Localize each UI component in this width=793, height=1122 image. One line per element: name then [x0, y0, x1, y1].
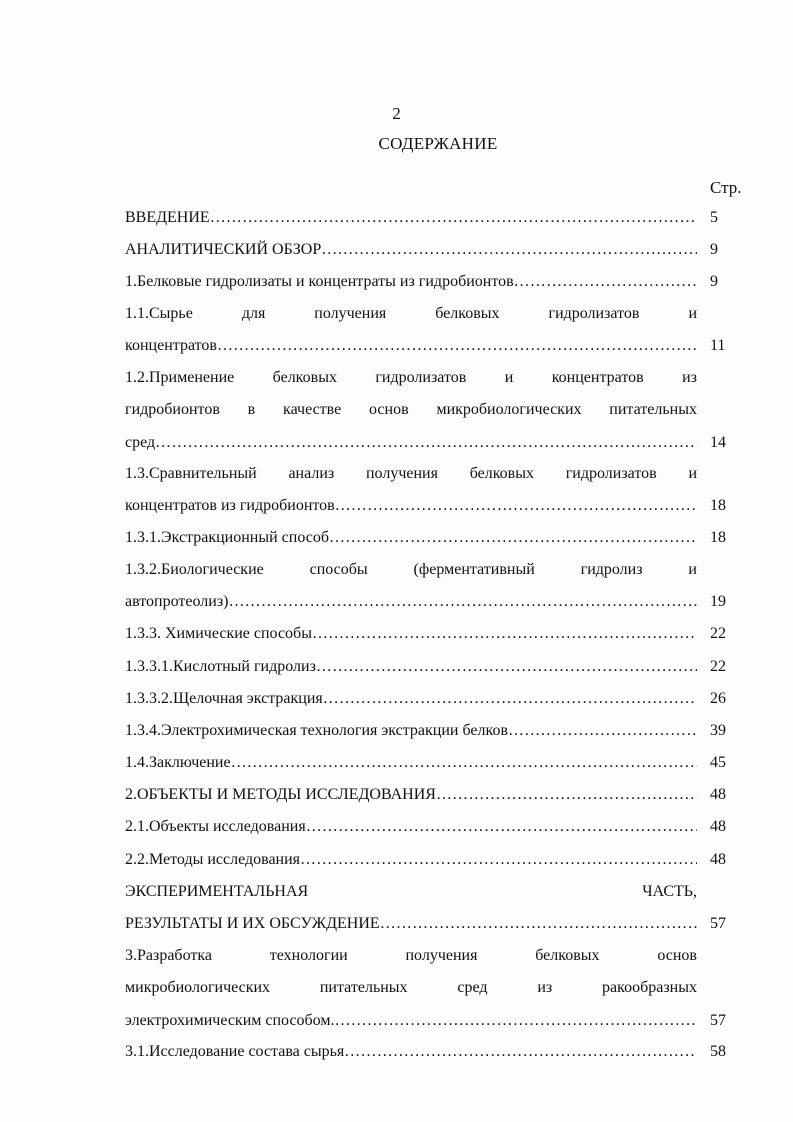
toc-word: (ферментативный — [413, 561, 535, 578]
toc-entry-text-line — [125, 366, 697, 390]
toc-entry-last-line — [125, 655, 697, 679]
toc-entry-last-line — [125, 206, 697, 230]
toc-entry-text: 1.3.1.Экстракционный способ …………………………………………………………………………………………………………………………………………… — [125, 529, 697, 546]
toc-entry-last-line — [125, 1040, 697, 1064]
toc-page-number: 14 — [710, 433, 726, 451]
toc-page-number: 19 — [710, 593, 726, 611]
toc-word: и — [688, 305, 697, 322]
toc-page-number: 11 — [710, 337, 726, 355]
toc-word: способы — [309, 561, 368, 578]
toc-entry-last-line — [125, 719, 697, 743]
toc-entry-text: 2.ОБЪЕКТЫ И МЕТОДЫ ИССЛЕДОВАНИЯ …………………………………………………………………………………………………………………………………………… — [125, 786, 697, 803]
toc-page-number: 39 — [710, 722, 726, 739]
toc-word: 3.Разработка — [125, 947, 212, 964]
toc-entry-text: АНАЛИТИЧЕСКИЙ ОБЗОР …………………………………………………………………………………………………………………………………………… — [125, 241, 697, 258]
toc-entry-text: 3.1.Исследование состава сырья …………………………………………………………………………………………………………………………………………… — [125, 1043, 697, 1060]
toc-entry-text: сред …………………………………………………………………………………………………………………………………………… — [125, 434, 697, 451]
toc-word: и — [688, 465, 697, 482]
toc-word: 1.3.2.Биологические — [125, 561, 264, 578]
toc-word: ЭКСПЕРИМЕНТАЛЬНАЯ — [125, 883, 309, 900]
toc-word: 1.3.Сравнительный — [125, 465, 257, 482]
toc-word: и — [688, 561, 697, 578]
toc-page-number: 48 — [710, 851, 726, 868]
toc-word: белковых — [535, 947, 600, 964]
toc-entry-text: 1.3.3. Химические способы …………………………………………………………………………………………………………………………………………… — [125, 625, 697, 642]
toc-word: основ — [657, 947, 697, 964]
toc-entry-text: электрохимическим способом. …………………………………………………………………………………………………………………………………………… — [125, 1012, 697, 1029]
toc-word: ЧАСТЬ, — [642, 883, 697, 900]
toc-entry-last-line — [125, 494, 697, 518]
toc-word: гидролиз — [580, 561, 643, 578]
toc-word: 1.2.Применение — [125, 369, 235, 386]
toc-page-number: 57 — [710, 1011, 726, 1029]
toc-entry-text-line — [125, 398, 697, 422]
toc-word: анализ — [288, 465, 335, 482]
toc-entry-text: концентратов из гидробионтов …………………………………………………………………………………………………………………………………………… — [125, 497, 697, 514]
toc-entry-text: 1.3.3.2.Щелочная экстракция …………………………………………………………………………………………………………………………………………… — [125, 690, 697, 707]
toc-entry-last-line — [125, 1009, 697, 1033]
toc-word: получения — [314, 305, 387, 322]
toc-entry-text-line — [125, 302, 697, 326]
page-title: СОДЕРЖАНИЕ — [378, 134, 498, 153]
toc-entry-text-line — [125, 558, 697, 582]
toc-word: белковых — [469, 465, 534, 482]
toc-word: для — [241, 305, 266, 322]
toc-word: 1.1.Сырье — [125, 305, 193, 322]
toc-entry-last-line — [125, 622, 697, 646]
toc-entry-last-line — [125, 526, 697, 550]
toc-word: гидролизатов — [375, 369, 467, 386]
toc-word: гидролизатов — [565, 465, 657, 482]
toc-page-number: 48 — [710, 786, 726, 803]
toc-entry-text-line — [125, 944, 697, 968]
toc-entry-last-line — [125, 590, 697, 614]
toc-word: гидролизатов — [548, 305, 640, 322]
toc-entry-text-line — [125, 880, 697, 904]
toc-word: основ — [369, 401, 409, 419]
toc-page-number: 57 — [710, 915, 726, 933]
toc-entry-last-line — [125, 815, 697, 839]
toc-entry-text: 2.1.Объекты исследования …………………………………………………………………………………………………………………………………………… — [125, 818, 697, 835]
toc-page-number: 45 — [710, 754, 726, 771]
toc-entry-last-line — [125, 270, 697, 294]
toc-entry-last-line — [125, 238, 697, 262]
toc-entry-text: 1.4.Заключение …………………………………………………………………………………………………………………………………………… — [125, 754, 697, 771]
toc-word: питательных — [609, 401, 697, 419]
toc-entry-text: 1.Белковые гидролизаты и концентраты из гидробионтов …………………………………………………………………………………………………………………………………………… — [125, 273, 697, 290]
toc-entry-text-line — [125, 462, 697, 486]
toc-entry-last-line — [125, 751, 697, 775]
toc-page-number: 22 — [710, 625, 726, 642]
toc-word: получения — [365, 465, 438, 482]
toc-page-number: 5 — [710, 209, 718, 226]
toc-page-number: 22 — [710, 658, 726, 675]
toc-page-number: 48 — [710, 818, 726, 835]
toc-entry-text: 1.3.3.1.Кислотный гидролиз …………………………………………………………………………………………………………………………………………… — [125, 658, 697, 675]
toc-entry-text: 1.3.4.Электрохимическая технология экстракции белков …………………………………………………………………………………………………………………………………………… — [125, 722, 697, 739]
toc-word: получения — [405, 947, 478, 964]
toc-entry-last-line — [125, 687, 697, 711]
toc-word: концентратов — [551, 369, 644, 386]
toc-word: качестве — [283, 401, 342, 419]
toc-entry-text: 2.2.Методы исследования …………………………………………………………………………………………………………………………………………… — [125, 851, 697, 868]
toc-entry-text: ВВЕДЕНИЕ …………………………………………………………………………………………………………………………………………… — [125, 209, 697, 226]
toc-page-number: 9 — [710, 273, 718, 290]
toc-word: белковых — [435, 305, 500, 322]
toc-word: сред — [457, 979, 488, 997]
toc-word: микробиологических — [125, 979, 271, 997]
toc-page-number: 26 — [710, 690, 726, 707]
toc-page-number: 58 — [710, 1043, 726, 1060]
toc-word: микробиологических — [436, 401, 582, 419]
toc-entry-text: автопротеолиз) …………………………………………………………………………………………………………………………………………… — [125, 593, 697, 610]
toc-entry-text: концентратов …………………………………………………………………………………………………………………………………………… — [125, 337, 697, 354]
toc-word: и — [504, 369, 514, 386]
toc-word: технологии — [269, 947, 348, 964]
toc-entry-text-line — [125, 976, 697, 1000]
toc-entry-last-line — [125, 912, 697, 936]
toc-word: питательных — [319, 979, 408, 997]
toc-word: из — [537, 979, 553, 997]
toc-word: белковых — [272, 369, 337, 386]
toc-page-number: 18 — [710, 497, 726, 515]
page-number: 2 — [392, 104, 401, 123]
toc-word: из — [682, 369, 697, 386]
toc-page-number: 9 — [710, 241, 718, 258]
toc-entry-last-line — [125, 431, 697, 455]
toc-word: гидробионтов — [125, 401, 220, 419]
toc-entry-last-line — [125, 334, 697, 358]
toc-word: в — [247, 401, 256, 419]
toc-entry-text: РЕЗУЛЬТАТЫ И ИХ ОБСУЖДЕНИЕ …………………………………………………………………………………………………………………………………………… — [125, 915, 697, 932]
page-column-header: Стр. — [710, 178, 742, 197]
toc-word: ракообразных — [602, 979, 697, 997]
toc-entry-last-line — [125, 848, 697, 872]
toc-page-number: 18 — [710, 529, 726, 546]
toc-entry-last-line — [125, 783, 697, 807]
